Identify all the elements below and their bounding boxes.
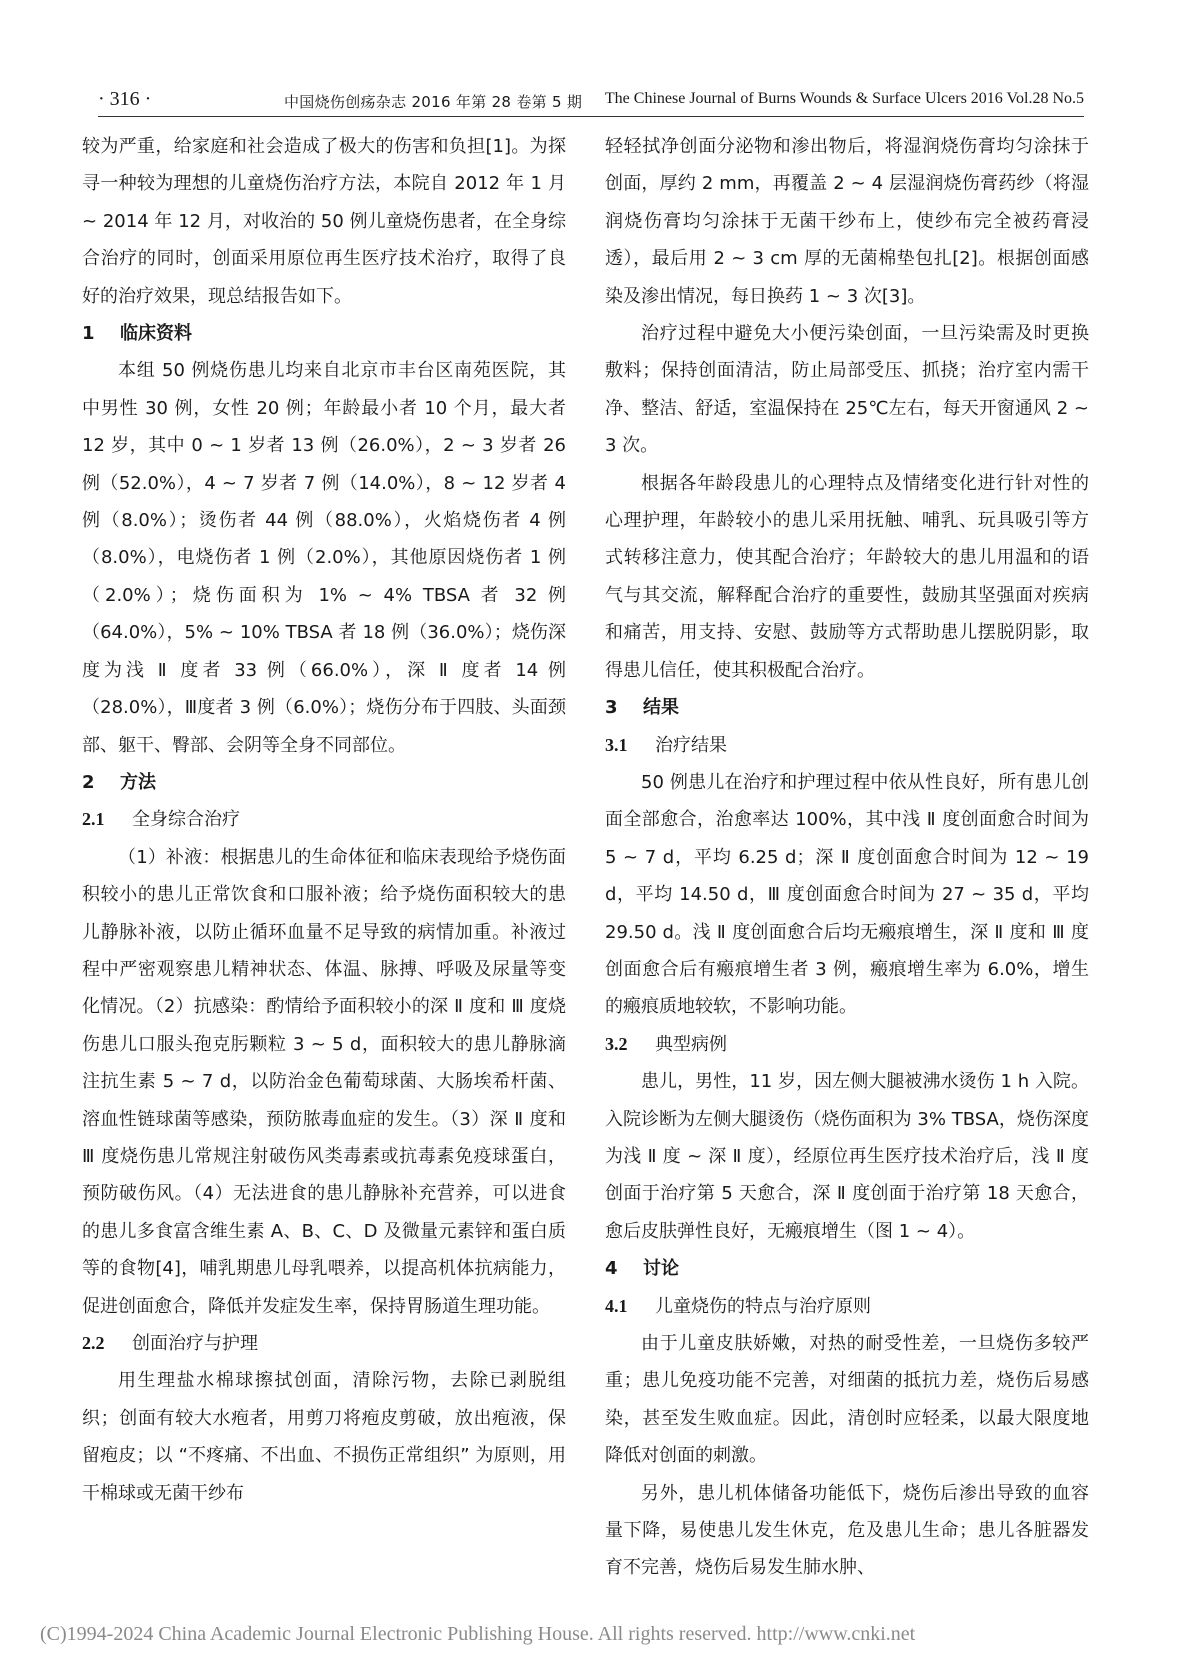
section-number: 3 (605, 697, 618, 719)
subsection-heading-2-1 (82, 801, 566, 838)
subsection-heading-3-1 (605, 727, 1089, 764)
intro-paragraph: 较为严重，给家庭和社会造成了极大的伤害和负担[1]。为探寻一种较为理想的儿童烧伤治疗方法，本院自 2012 年 1 月 ~ 2014 年 12 月，对收治的 50 例儿童烧伤患者，在全身综合治疗的同时，创面采用原位再生医疗技术治疗，取得了良好的治疗效果，现总结报告如下。 (82, 136, 566, 307)
section-title: 临床资料 (120, 323, 192, 345)
section-heading-3 (605, 689, 1089, 726)
section-heading-2 (82, 764, 566, 801)
burn-characteristics-paragraph: 由于儿童皮肤娇嫩，对热的耐受性差，一旦烧伤多较严重；患儿免疫功能不完善，对细菌的抵抗力差，烧伤后易感染，甚至发生败血症。因此，清创时应轻柔，以最大限度地降低对创面的刺激。 (605, 1333, 1089, 1467)
subsection-heading-2-2 (82, 1325, 566, 1362)
running-header (98, 86, 1084, 117)
section-heading-1 (82, 315, 566, 352)
subsection-title: 全身综合治疗 (132, 809, 240, 831)
subsection-title: 典型病例 (655, 1033, 727, 1055)
subsection-heading-4-1 (605, 1288, 1089, 1325)
wound-care-continued-paragraph: 轻轻拭净创面分泌物和渗出物后，将湿润烧伤膏均匀涂抹于创面，厚约 2 mm，再覆盖 2 ~ 4 层湿润烧伤膏药纱（将湿润烧伤膏均匀涂抹于无菌干纱布上，使纱布完全被药膏浸透），最后用 2 ~ 3 cm 厚的无菌棉垫包扎[2]。根据创面感染及渗出情况，每日换药 1 ~ 3 次[3]。 (605, 136, 1089, 307)
page-number: · 316 · (98, 88, 152, 110)
contamination-paragraph: 治疗过程中避免大小便污染创面，一旦污染需及时更换敷料；保持创面清洁，防止局部受压、抓挠；治疗室内需干净、整洁、舒适，室温保持在 25℃左右，每天开窗通风 2 ~ 3 次。 (605, 323, 1089, 457)
subsection-title: 儿童烧伤的特点与治疗原则 (655, 1295, 871, 1317)
psychological-care-paragraph: 根据各年龄段患儿的心理特点及情绪变化进行针对性的心理护理，年龄较小的患儿采用抚触、哺乳、玩具吸引等方式转移注意力，使其配合治疗；年龄较大的患儿用温和的语气与其交流，解释配合治疗的重要性，鼓励其坚强面对疾病和痛苦，用支持、安慰、鼓励等方式帮助患儿摆脱阴影，取得患儿信任，使其积极配合治疗。 (605, 472, 1089, 681)
section-number: 1 (82, 323, 95, 345)
subsection-number: 2.1 (82, 809, 105, 830)
treatment-results-paragraph: 50 例患儿在治疗和护理过程中依从性良好，所有患儿创面全部愈合，治愈率达 100%，其中浅 Ⅱ 度创面愈合时间为 5 ~ 7 d，平均 6.25 d；深 Ⅱ 度创面愈合时间为 12 ~ 19 d，平均 14.50 d，Ⅲ 度创面愈合时间为 27 ~ 35 d，平均 29.50 d。浅 Ⅱ 度创面愈合后均无瘢痕增生，深 Ⅱ 度和 Ⅲ 度创面愈合后有瘢痕增生者 3 例，瘢痕增生率为 6.0%，增生的瘢痕质地较软，不影响功能。 (605, 771, 1089, 1018)
section-number: 4 (605, 1258, 618, 1280)
copyright-footer: (C)1994-2024 China Academic Journal Electronic Publishing House. All rights reserved. http://www.cnki.net (40, 1623, 916, 1645)
section-title: 讨论 (643, 1258, 679, 1280)
discussion-paragraph: 另外，患儿机体储备功能低下，烧伤后渗出导致的血容量下降，易使患儿发生休克，危及患儿生命；患儿各脏器发育不完善，烧伤后易发生肺水肿、 (605, 1482, 1089, 1579)
section-title: 方法 (120, 771, 156, 793)
wound-care-paragraph: 用生理盐水棉球擦拭创面，清除污物，去除已剥脱组织；创面有较大水疱者，用剪刀将疱皮剪破，放出疱液，保留疱皮；以 “不疼痛、不出血、不损伤正常组织” 为原则，用干棉球或无菌干纱布 (82, 1370, 566, 1504)
subsection-number: 2.2 (82, 1333, 105, 1353)
right-column (605, 128, 1089, 1587)
subsection-title: 治疗结果 (655, 734, 727, 756)
journal-title-english: The Chinese Journal of Burns Wounds & Surface Ulcers 2016 Vol.28 No.5 (604, 90, 1084, 107)
subsection-title: 创面治疗与护理 (132, 1333, 258, 1354)
subsection-heading-3-2 (605, 1026, 1089, 1063)
section-heading-4 (605, 1250, 1089, 1287)
subsection-number: 4.1 (605, 1295, 628, 1316)
section-title: 结果 (643, 697, 679, 719)
systemic-treatment-paragraph: （1）补液：根据患儿的生命体征和临床表现给予烧伤面积较小的患儿正常饮食和口服补液；给予烧伤面积较大的患儿静脉补液，以防止循环血量不足导致的病情加重。补液过程中严密观察患儿精神状态、体温、脉搏、呼吸及尿量等变化情况。（2）抗感染：酌情给予面积较小的深 Ⅱ 度和 Ⅲ 度烧伤患儿口服头孢克肟颗粒 3 ~ 5 d，面积较大的患儿静脉滴注抗生素 5 ~ 7 d，以防治金色葡萄球菌、大肠埃希杆菌、溶血性链球菌等感染，预防脓毒血症的发生。（3）深 Ⅱ 度和 Ⅲ 度烧伤患儿常规注射破伤风类毒素或抗毒素免疫球蛋白，预防破伤风。（4）无法进食的患儿静脉补充营养，可以进食的患儿多食富含维生素 A、B、C、D 及微量元素锌和蛋白质等的食物[4]，哺乳期患儿母乳喂养，以提高机体抗病能力，促进创面愈合，降低并发症发生率，保持胃肠道生理功能。 (82, 846, 566, 1317)
subsection-number: 3.2 (605, 1033, 628, 1054)
left-column (82, 128, 566, 1512)
subsection-number: 3.1 (605, 734, 628, 755)
typical-case-paragraph: 患儿，男性，11 岁，因左侧大腿被沸水烫伤 1 h 入院。入院诊断为左侧大腿烫伤（烧伤面积为 3% TBSA，烧伤深度为浅 Ⅱ 度 ~ 深 Ⅱ 度），经原位再生医疗技术治疗后，浅 Ⅱ 度创面于治疗第 5 天愈合，深 Ⅱ 度创面于治疗第 18 天愈合，愈后皮肤弹性良好，无瘢痕增生（图 1 ~ 4）。 (605, 1071, 1089, 1242)
journal-title-chinese: 中国烧伤创疡杂志 2016 年第 28 卷第 5 期 (284, 93, 583, 111)
clinical-data-paragraph: 本组 50 例烧伤患儿均来自北京市丰台区南苑医院，其中男性 30 例，女性 20 例；年龄最小者 10 个月，最大者 12 岁，其中 0 ~ 1 岁者 13 例（26.0%），2 ~ 3 岁者 26 例（52.0%），4 ~ 7 岁者 7 例（14.0%），8 ~ 12 岁者 4 例（8.0%）；烫伤者 44 例（88.0%），火焰烧伤者 4 例（8.0%），电烧伤者 1 例（2.0%），其他原因烧伤者 1 例（2.0%）；烧伤面积为 1% ~ 4% TBSA 者 32 例（64.0%），5% ~ 10% TBSA 者 18 例（36.0%）；烧伤深度为浅 Ⅱ 度者 33 例（66.0%），深 Ⅱ 度者 14 例（28.0%），Ⅲ度者 3 例（6.0%）；烧伤分布于四肢、头面颈部、躯干、臀部、会阴等全身不同部位。 (82, 360, 566, 756)
section-number: 2 (82, 771, 95, 793)
